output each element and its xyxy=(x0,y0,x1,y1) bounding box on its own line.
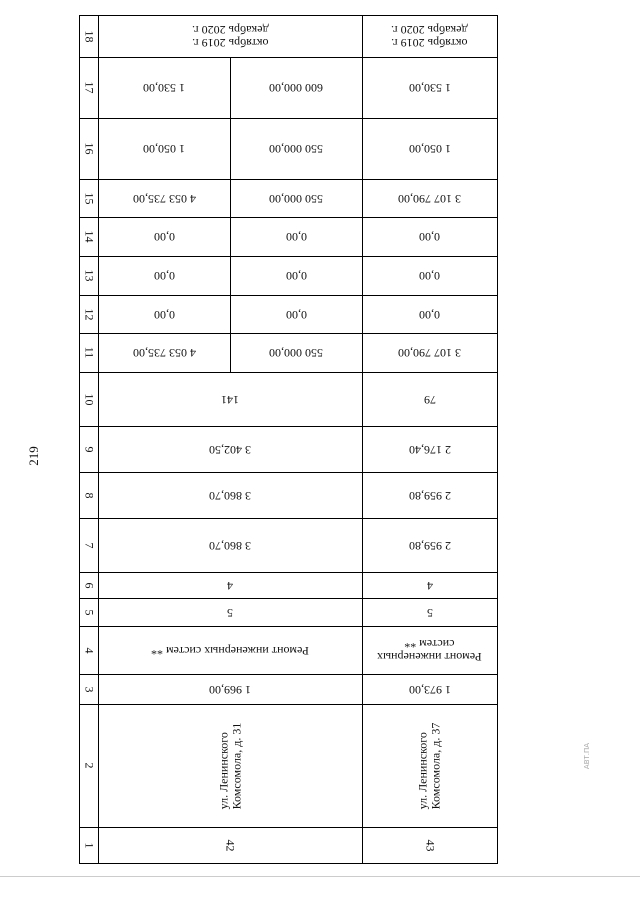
row42-c11a: 4 053 735,00 xyxy=(132,346,196,360)
col-header-9: 9 xyxy=(82,446,96,452)
col-header-12: 12 xyxy=(82,308,96,320)
row43-c16: 1 050,00 xyxy=(408,142,451,156)
row42-c13a: 0,00 xyxy=(153,269,175,283)
row42-c15a: 4 053 735,00 xyxy=(132,191,196,206)
page-bottom-edge xyxy=(0,876,640,877)
col-header-1: 1 xyxy=(82,842,96,848)
col-header-8: 8 xyxy=(82,492,96,498)
row42-c10: 141 xyxy=(221,392,239,407)
col-header-10: 10 xyxy=(82,393,96,405)
row42-address: ул. Ленинского Комсомола, д. 31 xyxy=(215,722,243,809)
col-header-7: 7 xyxy=(82,542,96,548)
row43-c17: 1 530,00 xyxy=(408,81,451,95)
row43-c6: 4 xyxy=(426,578,433,593)
row42-c7: 3 860,70 xyxy=(209,538,251,553)
col-header-15: 15 xyxy=(82,192,96,204)
row42-c16b: 550 000,00 xyxy=(269,142,323,156)
row42-c8: 3 860,70 xyxy=(209,488,251,503)
col-header-2: 2 xyxy=(82,762,96,769)
row43-c5: 5 xyxy=(426,605,433,620)
col-header-5: 5 xyxy=(82,609,96,615)
col-header-11: 11 xyxy=(82,346,96,359)
col-header-13: 13 xyxy=(82,269,96,282)
col-header-14: 14 xyxy=(82,230,96,243)
row42-c16a: 1 050,00 xyxy=(143,142,185,156)
row43-period: октябрь 2019 г. декабрь 2020 г. xyxy=(391,23,468,50)
row42-c15b: 550 000,00 xyxy=(269,191,323,206)
row42-c12b: 0,00 xyxy=(285,307,307,322)
row42-c12a: 0,00 xyxy=(153,307,175,322)
row43-c15: 3 107 790,00 xyxy=(398,191,461,206)
row43-address: ул. Ленинского Комсомола, д. 37 xyxy=(415,722,443,809)
row42-c14a: 0,00 xyxy=(153,230,175,244)
page-number: 219 xyxy=(25,446,41,466)
col-header-3: 3 xyxy=(82,686,96,692)
col-header-4: 4 xyxy=(82,647,96,653)
row42-c13b: 0,00 xyxy=(285,269,307,283)
row42-period: октябрь 2019 г. декабрь 2020 г. xyxy=(191,23,269,50)
col-header-16: 16 xyxy=(82,142,96,155)
row43-c7: 2 959,80 xyxy=(408,538,451,553)
row42-c6: 4 xyxy=(227,578,233,593)
row42-area: 1 969,00 xyxy=(209,682,251,697)
row43-c13: 0,00 xyxy=(419,269,440,283)
row42-c11b: 550 000,00 xyxy=(269,346,323,360)
row42-c5: 5 xyxy=(227,605,233,620)
row42-c17b: 600 000,00 xyxy=(269,81,323,95)
col-header-18: 18 xyxy=(82,30,96,42)
col-header-17: 17 xyxy=(82,81,96,94)
row43-c8: 2 959,80 xyxy=(408,488,451,503)
row42-c17a: 1 530,00 xyxy=(143,81,185,95)
row42-c9: 3 402,50 xyxy=(209,442,251,457)
row42-c14b: 0,00 xyxy=(285,230,307,244)
row43-c10: 79 xyxy=(423,392,436,407)
row43-c14: 0,00 xyxy=(419,230,440,244)
stamp-mark: АВТ.ПА xyxy=(583,742,592,770)
row43-number: 43 xyxy=(423,839,437,851)
row42-work-type: Ремонт инженерных систем ** xyxy=(151,643,309,658)
row43-work-type: Ремонт инженерных систем ** xyxy=(377,637,482,664)
row43-c12: 0,00 xyxy=(419,307,440,322)
col-header-6: 6 xyxy=(82,582,96,588)
row43-area: 1 973,00 xyxy=(408,682,451,697)
row43-c11: 3 107 790,00 xyxy=(398,346,461,360)
row42-number: 42 xyxy=(223,839,238,851)
row43-c9: 2 176,40 xyxy=(408,442,451,457)
